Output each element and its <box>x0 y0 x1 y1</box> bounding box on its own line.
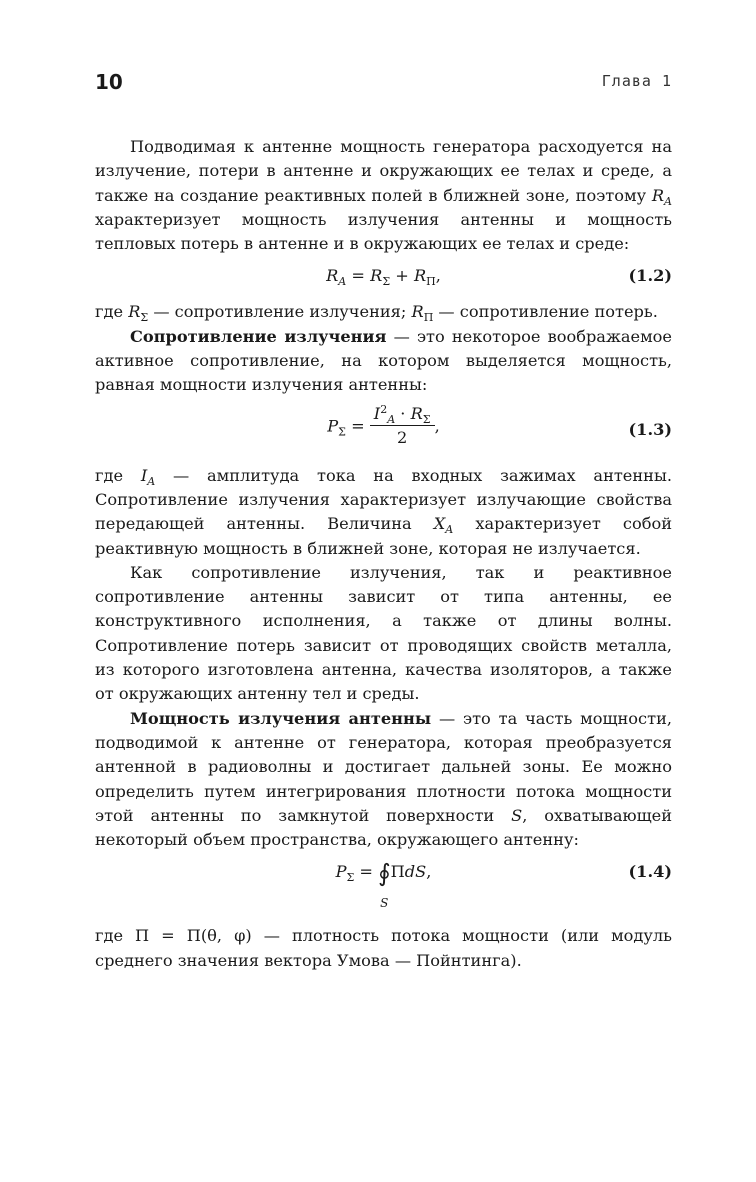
subscript-a: A <box>147 474 156 488</box>
equation-1-4 <box>95 852 672 924</box>
eq-superscript: 2 <box>380 402 388 416</box>
p1-text-a: Подводимая к антенне мощность генератора расходуется на излучение, потери в антенне и окружающих ее телах и среде, а также на создание реактивных полей в ближней зоне, поэтому <box>95 137 672 205</box>
symbol-r: R <box>651 185 665 205</box>
eq-symbol: R <box>410 403 423 423</box>
paragraph-2 <box>95 300 672 324</box>
term-radiated-power: Мощность излучения антенны <box>130 708 432 728</box>
equation-1-2-body <box>95 264 672 288</box>
p6-text-b: , охватывающей некоторый объем пространства, окружающего антенну: <box>95 805 673 850</box>
paragraph-3 <box>95 325 672 398</box>
p4-text-c: характеризует собой реактивную мощность в ближней зоне, которая не излучается. <box>95 514 672 558</box>
p2-text-b: — сопротивление излучения; <box>148 302 412 322</box>
symbol-i: I <box>140 465 148 485</box>
equation-1-3-body <box>95 404 672 450</box>
equation-1-3 <box>95 398 672 464</box>
paragraph-7: где П = П(θ, φ) — плотность потока мощности (или модуль среднего значения вектора Умова — Пойнтинга). <box>95 926 672 970</box>
eq-symbol: d <box>404 862 416 882</box>
eq-plus: + <box>390 266 414 286</box>
eq-symbol: P <box>335 862 347 882</box>
eq-symbol: S <box>415 862 427 882</box>
p6-text-a: — это та часть мощности, подводимой к антенне от генератора, которая преобразуется антенной в радиоволны и достигает дальней зоны. Ее можно определить путем интегрирования плотности потока мощности этой антенны по замкнутой поверхности <box>95 708 672 825</box>
eq-comma: , <box>426 862 432 882</box>
eq-subscript: Σ <box>422 412 431 426</box>
paragraph-4 <box>95 464 672 561</box>
term-radiation-resistance: Сопротивление излучения <box>130 326 387 346</box>
eq-symbol: П <box>390 862 405 882</box>
eq-subscript: П <box>426 275 436 289</box>
eq-subscript: Σ <box>346 871 355 885</box>
eq-sign: = <box>345 416 370 436</box>
eq-dot: · <box>395 403 411 423</box>
integral-subscript: S <box>380 896 389 911</box>
equation-number-1-2: (1.2) <box>628 266 672 286</box>
symbol-r: R <box>411 302 424 322</box>
integral-sign: ∮ <box>378 859 391 888</box>
eq-sign: = <box>346 266 371 286</box>
equation-number-1-3: (1.3) <box>628 419 672 439</box>
eq-subscript: A <box>338 275 347 289</box>
page-number: 10 <box>95 70 123 94</box>
page-header <box>95 70 672 98</box>
eq-sign: = <box>354 862 379 882</box>
body-text <box>95 135 672 973</box>
eq-subscript: Σ <box>338 425 346 439</box>
subscript-a: A <box>664 194 672 208</box>
symbol-r: R <box>128 302 141 322</box>
paragraph-5: Как сопротивление излучения, так и реактивное сопротивление антенны зависит от типа антенны, ее конструктивного исполнения, а также от длины волны. Сопротивление потерь зависит от проводящих свойств металла, из которого изготовлена антенна, качества изоляторов, а также от окружающих антенну тел и среды. <box>95 562 672 704</box>
equation-1-4-body <box>95 859 672 911</box>
eq-comma: , <box>434 416 440 436</box>
symbol-s: S <box>511 805 523 825</box>
eq-symbol: P <box>327 416 339 436</box>
eq-symbol: R <box>326 266 339 286</box>
eq-symbol: R <box>370 266 383 286</box>
p3-text: — это некоторое воображаемое активное сопротивление, на котором выделяется мощность, равная мощности излучения антенны: <box>95 326 672 395</box>
p2-text-a: где <box>95 302 129 322</box>
eq-symbol: I <box>373 403 381 423</box>
eq-comma: , <box>435 266 441 286</box>
p4-text-b: — амплитуда тока на входных зажимах антенны. Сопротивление излучения характеризует излучающие свойства передающей антенны. Величина <box>95 465 672 534</box>
subscript-sigma: Σ <box>140 311 149 325</box>
subscript-a: A <box>445 523 454 537</box>
symbol-x: X <box>433 514 446 534</box>
contour-integral-icon <box>378 859 391 911</box>
equation-1-2 <box>95 256 672 300</box>
eq-subscript: Σ <box>382 275 391 289</box>
p1-text-b: характеризует мощность излучения антенны и мощность тепловых потерь в антенне и в окружающих ее телах и среде: <box>95 209 672 254</box>
eq-symbol: R <box>413 266 427 286</box>
chapter-title: Глава 1 <box>601 72 672 90</box>
equation-number-1-4: (1.4) <box>628 862 672 882</box>
subscript-pi: П <box>423 311 434 325</box>
eq-subscript: A <box>387 412 396 426</box>
paragraph-6 <box>95 707 672 853</box>
p4-text-a: где <box>95 465 141 485</box>
p2-text-c: — сопротивление потерь. <box>433 302 658 322</box>
fraction <box>370 404 435 450</box>
denominator: 2 <box>397 427 408 447</box>
numerator <box>370 404 435 426</box>
paragraph-1 <box>95 135 672 256</box>
